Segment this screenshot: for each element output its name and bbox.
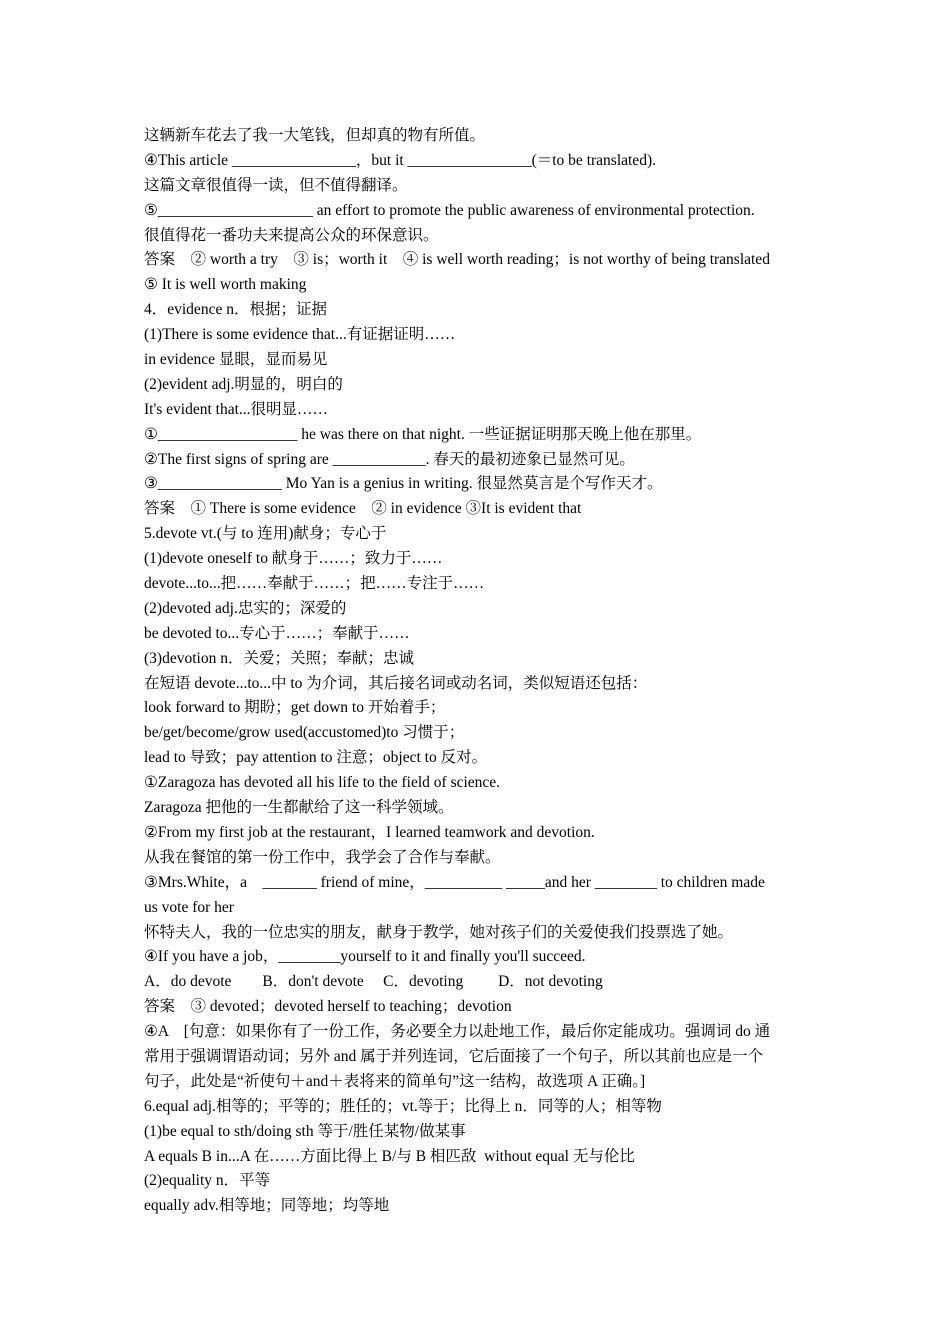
text-line: ④A [句意：如果你有了一份工作，务必要全力以赴地工作，最后你定能成功。强调词 do 通 xyxy=(144,1023,771,1041)
text-line: ④This article ________________，but it ________________(＝to be translated). xyxy=(144,151,656,169)
text-line: 这辆新车花去了我一大笔钱，但却真的物有所值。 xyxy=(144,127,486,144)
example-line: ②From my first job at the restaurant，I learned teamwork and devotion. xyxy=(144,823,595,841)
answer-line: 答案 ② worth a try ③ is；worth it ④ is well worth reading；is not worthy of being translated xyxy=(144,251,770,269)
text-line: Zaragoza 把他的一生都献给了这一科学领域。 xyxy=(144,799,454,817)
text-line: ⑤____________________ an effort to promote the public awareness of environmental protection. xyxy=(144,201,755,219)
text-line: 很值得花一番功夫来提高公众的环保意识。 xyxy=(144,226,439,244)
text-line: 这篇文章很值得一读，但不值得翻译。 xyxy=(144,176,408,194)
text-line: (2)equality n．平等 xyxy=(144,1172,271,1190)
text-line: It's evident that...很明显…… xyxy=(144,400,329,418)
text-line: (1)be equal to sth/doing sth 等于/胜任某物/做某事 xyxy=(144,1122,466,1140)
answer-line: 答案 ① There is some evidence ② in evidence ③It is evident that xyxy=(144,500,582,518)
text-line: in evidence 显眼，显而易见 xyxy=(144,351,328,369)
text-line: A equals B in...A 在……方面比得上 B/与 B 相匹敌 without equal 无与伦比 xyxy=(144,1147,635,1165)
text-line: (2)evident adj.明显的，明白的 xyxy=(144,375,343,393)
text-line: 从我在餐馆的第一份工作中，我学会了合作与奉献。 xyxy=(144,848,501,866)
text-line: us vote for her xyxy=(144,898,234,916)
exercise-line: ③________________ Mo Yan is a genius in writing. 很显然莫言是个写作天才。 xyxy=(144,475,663,493)
exercise-line: ③Mrs.White，a _______ friend of mine，__________ _____and her ________ to children made xyxy=(144,873,765,891)
exercise-line: ④If you have a job，________yourself to it and finally you'll succeed. xyxy=(144,948,586,966)
text-line: equally adv.相等地；同等地；均等地 xyxy=(144,1197,390,1215)
text-line: 句子，此处是“祈使句＋and＋表将来的简单句”这一结构，故选项 A 正确。] xyxy=(144,1072,646,1090)
text-line: lead to 导致；pay attention to 注意；object to 反对。 xyxy=(144,749,488,767)
text-line: be/get/become/grow used(accustomed)to 习惯于； xyxy=(144,724,465,742)
text-line: devote...to...把……奉献于……；把……专注于…… xyxy=(144,575,485,593)
text-line: ⑤ It is well worth making xyxy=(144,276,307,294)
text-line: 怀特夫人，我的一位忠实的朋友，献身于教学，她对孩子们的关爱使我们投票选了她。 xyxy=(144,923,734,941)
exercise-line: ①__________________ he was there on that night. 一些证据证明那天晚上他在那里。 xyxy=(144,425,702,443)
section-heading: 6.equal adj.相等的；平等的；胜任的；vt.等于；比得上 n．同等的人；相等物 xyxy=(144,1097,662,1115)
section-heading: 5.devote vt.(与 to 连用)献身；专心于 xyxy=(144,525,387,543)
section-heading: 4．evidence n．根据；证据 xyxy=(144,301,327,319)
text-line: (1)devote oneself to 献身于……；致力于…… xyxy=(144,550,443,568)
text-line: be devoted to...专心于……；奉献于…… xyxy=(144,624,410,642)
text-line: (3)devotion n．关爱；关照；奉献；忠诚 xyxy=(144,649,414,667)
answer-line: 答案 ③ devoted；devoted herself to teaching；devotion xyxy=(144,998,512,1016)
example-line: ①Zaragoza has devoted all his life to the field of science. xyxy=(144,774,501,792)
text-line: 在短语 devote...to...中 to 为介词，其后接名词或动名词，类似短语还包括： xyxy=(144,674,648,692)
options-line: A．do devote B．don't devote C．devoting D．not devoting xyxy=(144,973,603,991)
text-line: (1)There is some evidence that...有证据证明…… xyxy=(144,326,456,344)
exercise-line: ②The first signs of spring are ____________. 春天的最初迹象已显然可见。 xyxy=(144,450,635,468)
text-line: look forward to 期盼；get down to 开始着手； xyxy=(144,699,446,717)
document-page xyxy=(144,124,814,1219)
text-line: 常用于强调谓语动词；另外 and 属于并列连词，它后面接了一个句子，所以其前也应是一个 xyxy=(144,1047,764,1065)
text-line: (2)devoted adj.忠实的；深爱的 xyxy=(144,599,347,617)
